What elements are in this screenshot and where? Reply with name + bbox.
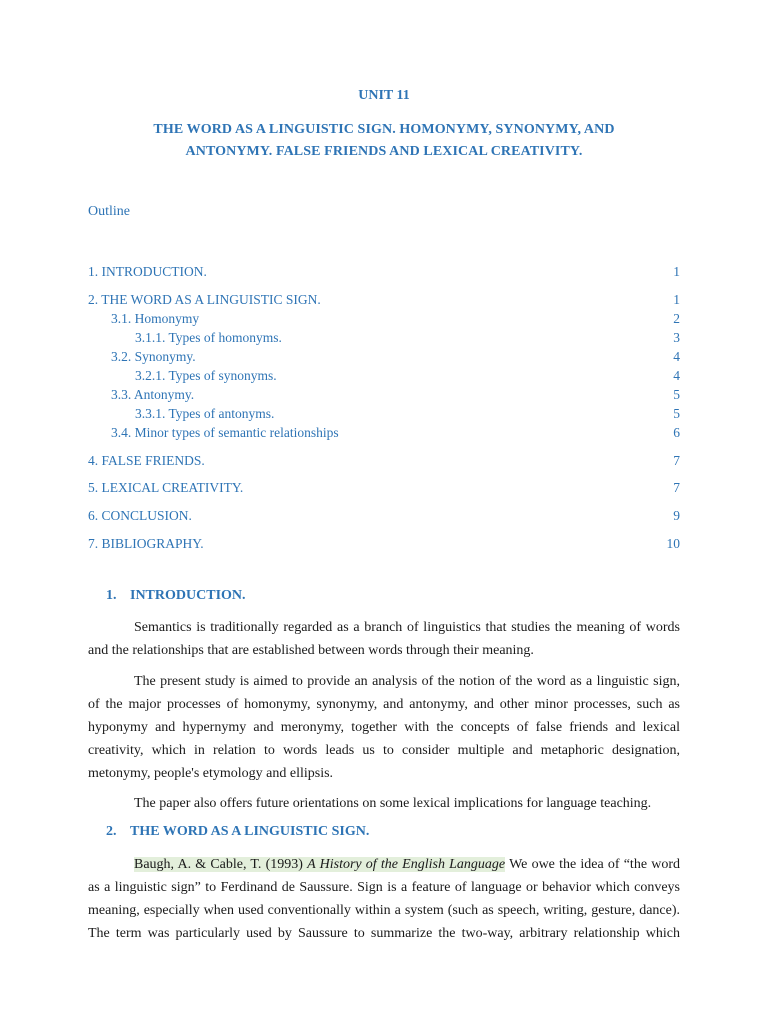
outline-label: Outline <box>88 204 130 219</box>
sign-paragraph <box>88 853 680 945</box>
toc-entry[interactable] <box>0 387 768 405</box>
toc-entry-label: 2. THE WORD AS A LINGUISTIC SIGN. <box>88 292 321 307</box>
toc-entry[interactable] <box>0 480 768 498</box>
toc-entry-page: 7 <box>673 453 680 468</box>
toc-entry-label: 3.1.1. Types of homonyms. <box>135 330 282 345</box>
toc-entry[interactable] <box>0 425 768 443</box>
toc-entry-page: 9 <box>673 508 680 523</box>
section-title: INTRODUCTION. <box>130 588 246 603</box>
toc-entry-label: 5. LEXICAL CREATIVITY. <box>88 480 244 495</box>
paragraph-line: meaning, especially when used conventionally within a system (such as speech, writing, gesture, dance). <box>88 903 680 918</box>
paragraph-line: The paper also offers future orientations on some lexical implications for language teaching. <box>134 796 652 811</box>
paragraph-line: The term was particularly used by Saussure to summarize the two-way, arbitrary relationship which <box>88 926 680 941</box>
citation-authors: Baugh, A. & Cable, T. (1993) <box>134 857 308 872</box>
section-title: THE WORD AS A LINGUISTIC SIGN. <box>130 824 370 839</box>
paragraph-line: Semantics is traditionally regarded as a branch of linguistics that studies the meaning of words <box>134 620 680 635</box>
citation-title: A History of the English Language <box>307 857 506 872</box>
toc-entry-label: 4. FALSE FRIENDS. <box>88 453 205 468</box>
paragraph-line <box>88 853 680 876</box>
toc-entry[interactable] <box>0 264 768 282</box>
toc-entry-page: 5 <box>673 406 680 421</box>
toc-entry-page: 1 <box>673 264 680 279</box>
paragraph-line: and the relationships that are established between words through their meaning. <box>88 643 534 658</box>
paragraph-line: of the major processes of homonymy, synonymy, and antonymy, and other minor processes, such as <box>88 697 680 712</box>
toc-entry[interactable] <box>0 292 768 310</box>
toc-entry[interactable] <box>0 349 768 367</box>
toc-entry-page: 10 <box>666 536 680 551</box>
toc-entry-label: 6. CONCLUSION. <box>88 508 192 523</box>
unit-number: UNIT 11 <box>358 88 410 103</box>
toc-entry-label: 3.2.1. Types of synonyms. <box>135 368 277 383</box>
section-heading-word-as-sign <box>106 824 369 840</box>
section-heading-introduction <box>106 588 246 604</box>
toc-entry-page: 4 <box>673 368 680 383</box>
toc-entry-label: 1. INTRODUCTION. <box>88 264 207 279</box>
toc-entry[interactable] <box>0 406 768 424</box>
paragraph-line: metonymy, people's etymology and ellipsis. <box>88 766 334 781</box>
paragraph-line: as a linguistic sign” to Ferdinand de Saussure. Sign is a feature of language or behavior which conveys <box>88 880 680 895</box>
toc-entry-label: 3.4. Minor types of semantic relationships <box>111 425 339 440</box>
intro-paragraph-2 <box>88 670 680 785</box>
citation-highlight <box>134 857 505 872</box>
intro-paragraph-1 <box>88 616 680 662</box>
toc-entry[interactable] <box>0 453 768 471</box>
toc-entry-label: 3.3.1. Types of antonyms. <box>135 406 275 421</box>
toc-entry-label: 3.3. Antonymy. <box>111 387 195 402</box>
title-line-2: ANTONYMY. FALSE FRIENDS AND LEXICAL CREATIVITY. <box>185 144 583 159</box>
toc-entry-label: 3.2. Synonymy. <box>111 349 196 364</box>
toc-entry[interactable] <box>0 311 768 329</box>
toc-entry-page: 3 <box>673 330 680 345</box>
paragraph-line: hyponymy and hypernymy and meronymy, together with the concepts of false friends and lexical <box>88 720 680 735</box>
intro-paragraph-3 <box>88 792 680 815</box>
toc-entry-page: 1 <box>673 292 680 307</box>
toc-entry[interactable] <box>0 368 768 386</box>
toc-entry-page: 5 <box>673 387 680 402</box>
section-number: 2. <box>106 824 117 839</box>
document-title <box>100 119 668 163</box>
toc-entry-page: 7 <box>673 480 680 495</box>
title-line-1: THE WORD AS A LINGUISTIC SIGN. HOMONYMY, SYNONYMY, AND <box>153 122 615 137</box>
paragraph-text: We owe the idea of “the word <box>505 857 680 872</box>
toc-entry-page: 6 <box>673 425 680 440</box>
toc-entry[interactable] <box>0 536 768 554</box>
toc-entry-label: 7. BIBLIOGRAPHY. <box>88 536 204 551</box>
toc-entry-label: 3.1. Homonymy <box>111 311 200 326</box>
toc-entry[interactable] <box>0 508 768 526</box>
toc-entry[interactable] <box>0 330 768 348</box>
toc-entry-page: 2 <box>673 311 680 326</box>
section-number: 1. <box>106 588 117 603</box>
paragraph-line: creativity, which in relation to words leads us to consider multiple and metaphoric designation, <box>88 743 680 758</box>
toc-entry-page: 4 <box>673 349 680 364</box>
paragraph-line: The present study is aimed to provide an analysis of the notion of the word as a linguistic sign, <box>134 674 680 689</box>
